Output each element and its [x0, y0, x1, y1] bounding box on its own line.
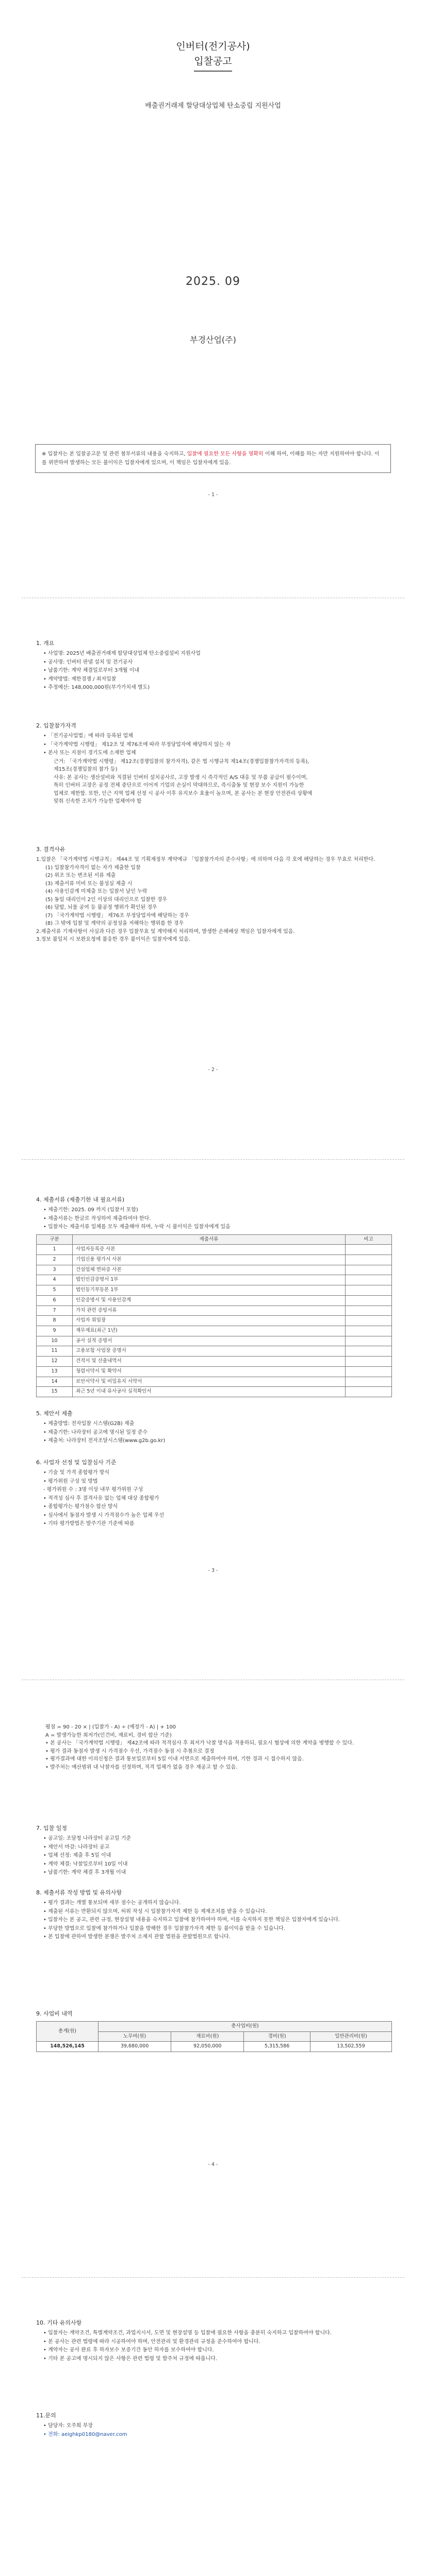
- list-item: • 계약 체결: 낙찰일로부터 10일 이내: [43, 1861, 128, 1867]
- table-header: 재료비(원): [171, 2031, 244, 2042]
- table-cell: [346, 1377, 392, 1387]
- table-row: [37, 2042, 392, 2052]
- section-evaluation: [36, 1458, 392, 1529]
- section-heading: 1. 개요: [36, 640, 55, 647]
- table-row: [37, 1306, 392, 1316]
- table-cell: 92,050,000: [171, 2042, 244, 2052]
- section-budget: [36, 2009, 392, 2052]
- paragraph: • 본 공사는 「국가계약법 시행령」 제42조에 따라 적격심사 후 최저가 낙찰 방식을 적용하되, 필요시 협상에 의한 계약을 병행할 수 있다.: [45, 1740, 354, 1746]
- list-item: • 제출처: 나라장터 전자조달시스템(www.g2b.go.kr): [43, 1438, 166, 1444]
- section-heading: 11.문의: [36, 2412, 56, 2419]
- table-cell: 인감증명서 및 사용인감계: [73, 1295, 346, 1306]
- list-item: • 납품기한: 계약 체결 후 3개월 이내: [43, 1870, 126, 1876]
- list-item: • 납품기한: 계약 체결일로부터 3개월 이내: [43, 668, 140, 674]
- paragraph: 3.정보 불일치 시 보완요청에 불응한 경우 불이익은 입찰자에게 있음.: [36, 937, 190, 943]
- list-item: • 제출서류는 한글로 작성하여 제출하여야 한다.: [43, 1215, 151, 1222]
- list-item: (4) 사용인감계 미제출 또는 입찰서 날인 누락: [45, 889, 148, 895]
- table-row: [37, 1366, 392, 1377]
- section-precautions: [36, 1888, 392, 1942]
- table-cell: 14: [37, 1377, 73, 1387]
- list-item: • 제출기한: 나라장터 공고에 명시된 일정 준수: [43, 1429, 148, 1435]
- list-item: • 「국가계약법 시행령」 제12조 및 제76조에 따라 부정당업자에 해당하지 않는 자: [43, 741, 231, 748]
- section-heading: 10. 기타 유의사항: [36, 2319, 82, 2326]
- list-item: • 제출기한: 2025. 09 까지 (입찰서 포함): [43, 1207, 138, 1213]
- table-header: 제출서류: [73, 1234, 346, 1245]
- table-cell: [346, 1285, 392, 1296]
- section-other-notes: [36, 2318, 392, 2363]
- note-line: 제15조(경쟁입찰의 참가 등): [54, 767, 118, 773]
- table-header: 비고: [346, 1234, 392, 1245]
- list-item: • 사업명: 2025년 배출권거래제 할당대상업체 탄소중립설비 지원사업: [43, 651, 201, 657]
- page-number-2: - 2 -: [208, 1067, 218, 1073]
- title-line-2: 입찰공고: [194, 54, 232, 71]
- table-cell: 기업신용 평가서 사본: [73, 1255, 346, 1265]
- paragraph: A = 발생가능한 최저가(인건비, 재료비, 경비 합산 기준): [45, 1732, 172, 1738]
- table-row: [37, 1295, 392, 1306]
- page-divider: [22, 1159, 404, 1160]
- organization-name: 부경산업(주): [190, 335, 236, 345]
- paragraph: 2.제출서류 기재사항이 사실과 다른 경우 입찰무효 및 계약해지 처리하며, 발생한 손해배상 책임은 입찰자에게 있음.: [36, 928, 295, 935]
- table-row: [37, 1326, 392, 1336]
- table-cell: [346, 1265, 392, 1275]
- table-row: [37, 1336, 392, 1346]
- table-cell: [346, 1255, 392, 1265]
- table-cell: [346, 1245, 392, 1255]
- budget-table: [36, 2021, 392, 2052]
- table-cell: 4: [37, 1275, 73, 1285]
- list-item: • 심사에서 동점자 발생 시 가격점수가 높은 업체 우선: [43, 1512, 165, 1518]
- contact-email[interactable]: • 전화: aeighkp0180@naver.com: [43, 2431, 127, 2437]
- list-item: • 제출방법: 전자입찰 시스템(G2B) 제출: [43, 1421, 135, 1427]
- notice-emphasis: 입찰에 필요한 모든 사항을 명확히: [187, 451, 264, 457]
- table-header: 노무비(원): [99, 2031, 171, 2042]
- table-cell: 39,680,000: [99, 2042, 171, 2052]
- table-cell: [346, 1336, 392, 1346]
- table-row: [37, 1387, 392, 1397]
- notice-prefix: ※ 입찰자는 본 입찰공고문 및 관련 첨부서류의 내용을 숙지하고,: [42, 451, 187, 457]
- section-heading: 7. 입찰 일정: [36, 1825, 67, 1832]
- table-cell: 보안서약서 및 비밀유지 서약서: [73, 1377, 346, 1387]
- table-cell: 5,315,586: [244, 2042, 310, 2052]
- section-overview: [36, 639, 392, 692]
- table-cell: [346, 1306, 392, 1316]
- document-title: [170, 39, 256, 72]
- table-cell: 148,526,145: [37, 2042, 99, 2052]
- table-row: [37, 1285, 392, 1296]
- list-item: • 평가 결과는 개별 통보되며 세부 점수는 공개하지 않습니다.: [43, 1900, 181, 1906]
- table-cell: 청렴서약서 및 확약서: [73, 1366, 346, 1377]
- table-cell: 법인인감증명서 1부: [73, 1275, 346, 1285]
- list-item: • 계약자는 공사 완료 후 하자보수 보증기간 동안 하자를 보수하여야 합니다.: [43, 2347, 214, 2353]
- list-item: • 본 공사는 관련 법령에 따라 시공하여야 하며, 안전관리 및 환경관리 규정을 준수하여야 합니다.: [43, 2338, 260, 2345]
- list-item: (7) 「국가계약법 시행령」 제76조 부정당업자에 해당하는 경우: [45, 912, 189, 919]
- table-cell: [346, 1326, 392, 1336]
- section-documents: [36, 1195, 392, 1397]
- table-cell: 가치 관련 증빙서류: [73, 1306, 346, 1316]
- list-item: (2) 위조 또는 변조된 서류 제출: [45, 873, 116, 879]
- table-cell: 최근 5년 이내 유사공사 실적확인서: [73, 1387, 346, 1397]
- section-submission: [36, 1409, 392, 1446]
- list-item: • 기타 평가방법은 발주기관 기준에 따름: [43, 1521, 135, 1527]
- section-contact: [36, 2411, 392, 2439]
- table-cell: 12: [37, 1357, 73, 1367]
- paragraph: • 평가 결과 동점자 발생 시 가격점수 우선, 가격점수 동점 시 추첨으로 결정: [45, 1748, 215, 1754]
- table-row: [37, 1357, 392, 1367]
- paragraph: • 평가결과에 대한 이의신청은 결과 통보일로부터 5일 이내 서면으로 제출하여야 하며, 기한 경과 시 접수하지 않음.: [45, 1756, 304, 1762]
- page-number-1: - 1 -: [208, 492, 218, 498]
- paragraph: • 발주처는 예산범위 내 낙찰자를 선정하며, 적격 업체가 없을 경우 재공고 할 수 있음.: [45, 1764, 238, 1770]
- table-cell: 8: [37, 1316, 73, 1326]
- table-header-group: 총사업비(원): [99, 2022, 392, 2032]
- list-item: • 제안서 마감: 나라장터 공고: [43, 1844, 110, 1850]
- table-cell: 사업자등록증 사본: [73, 1245, 346, 1255]
- table-cell: 2: [37, 1255, 73, 1265]
- table-cell: 공사 실적 증명서: [73, 1336, 346, 1346]
- cover-date: 2025. 09: [186, 275, 240, 288]
- list-item: (3) 제출서류 미비 또는 불성실 제출 시: [45, 880, 133, 887]
- table-cell: 9: [37, 1326, 73, 1336]
- section-heading: 9. 사업비 내역: [36, 2010, 73, 2017]
- table-header: 총계(원): [37, 2022, 99, 2042]
- project-subtitle: 배출권거래제 할당대상업체 탄소중립 지원사업: [145, 102, 281, 110]
- section-heading: 4. 제출서류 (제출기한 내 필요서류): [36, 1196, 125, 1203]
- eligibility-note: [36, 758, 392, 806]
- table-cell: 6: [37, 1295, 73, 1306]
- section-heading: 8. 제출서류 작성 방법 및 유의사항: [36, 1889, 122, 1896]
- list-item: • 공고일: 조달청 나라장터 공고일 기준: [43, 1836, 132, 1842]
- documents-table-body: [37, 1245, 392, 1397]
- title-line-1: 인버터(전기공사): [176, 41, 250, 52]
- table-cell: [346, 1346, 392, 1357]
- list-item: • 본 입찰에 관하여 발생한 분쟁은 발주처 소재지 관할 법원을 관할법원으로 합니다.: [43, 1934, 231, 1940]
- list-item: • 입찰자는 본 공고, 관련 규정, 현장설명 내용을 숙지하고 입찰에 참가하여야 하며, 이를 숙지하지 못한 책임은 입찰자에게 있습니다.: [43, 1917, 340, 1923]
- list-item: • 계약방법: 제한경쟁 / 최저입찰: [43, 676, 117, 682]
- section-heading: 2. 입찰참가자격: [36, 722, 76, 729]
- table-cell: [346, 1366, 392, 1377]
- list-item: • 기타 본 공고에 명시되지 않은 사항은 관련 법령 및 발주처 규정에 따릅니다.: [43, 2355, 218, 2362]
- page-number-3: - 3 -: [208, 1568, 218, 1573]
- list-item: • 공사명: 인버터 판넬 설치 및 전기공사: [43, 659, 133, 665]
- list-item: • 추정예산: 148,000,000원(부가가치세 별도): [43, 685, 150, 691]
- table-cell: 13,502,559: [310, 2042, 391, 2052]
- section-heading: 3. 결격사유: [36, 846, 65, 853]
- list-item: • 기술 및 가격 종합평가 방식: [43, 1470, 110, 1476]
- notice-rest: 이해 하여, 이해를 하는 자만 지원하여야 합니다. 이를 위반하여 발생하는 모든 불이익은 입찰자에게 있으며, 이 책임은 입찰자에게 있음.: [42, 451, 380, 466]
- list-item: • 평가위원 구성 및 방법: [43, 1478, 98, 1484]
- note-line: 근거: 「국가계약법 시행령」 제12조(경쟁입찰의 참가자격), 같은 법 시행규칙 제14조(경쟁입찰참가자격의 등록),: [54, 758, 309, 765]
- table-header: 구분: [37, 1234, 73, 1245]
- section-heading: 5. 제안서 제출: [36, 1410, 73, 1417]
- page-divider: [22, 2277, 404, 2278]
- table-cell: 7: [37, 1306, 73, 1316]
- table-row: [37, 1265, 392, 1275]
- note-line: 업체로 제한함. 또한, 인근 지역 업체 선정 시 공사 이후 유지보수 효율이 높으며, 본 공사는 본 현장 안전관리 상황에: [54, 790, 313, 796]
- table-cell: [346, 1295, 392, 1306]
- section-disqualification: [36, 845, 392, 944]
- list-item: • 적격성 심사 후 결격사유 없는 업체 대상 종합평가: [43, 1495, 159, 1501]
- list-item: • 업체 선정: 제출 후 5일 이내: [43, 1853, 111, 1859]
- table-header: 경비(원): [244, 2031, 310, 2042]
- list-item: - 평가위원 수 : 3명 이상 내부 평가위원 구성: [43, 1487, 143, 1493]
- section-heading: 6. 사업자 선정 및 입찰심사 기준: [36, 1459, 117, 1466]
- section-schedule: [36, 1824, 392, 1877]
- list-item: • 본사 또는 지점이 경기도에 소재한 업체: [43, 750, 136, 756]
- notice-box: [35, 444, 391, 473]
- table-cell: 10: [37, 1336, 73, 1346]
- contact-person: • 담당자: 오주희 부장: [43, 2423, 93, 2429]
- table-cell: [346, 1387, 392, 1397]
- documents-table: [36, 1234, 392, 1398]
- table-cell: 법인등기부등본 1부: [73, 1285, 346, 1296]
- table-row: [37, 1255, 392, 1265]
- list-item: • 「전기공사업법」에 따라 등록된 업체: [43, 733, 133, 739]
- list-item: • 입찰자는 계약조건, 특별계약조건, 과업지시서, 도면 및 현장설명 등 입찰에 필요한 사항을 충분히 숙지하고 입찰하여야 합니다.: [43, 2330, 332, 2336]
- list-item: • 종합평가는 평가점수 합산 방식: [43, 1504, 118, 1510]
- scoring-formula: 평점 = 90 - 20 × | (입찰가 - A) ÷ (예정가 - A) | + 100: [45, 1724, 176, 1730]
- table-cell: 5: [37, 1285, 73, 1296]
- paragraph: 1.입찰은 「국가계약법 시행규칙」 제44조 및 기획재정부 계약예규 「입찰참가자의 준수사항」에 의하며 다음 각 호에 해당하는 경우 무효로 처리한다.: [36, 857, 375, 863]
- table-row: [37, 1245, 392, 1255]
- table-row: [37, 1275, 392, 1285]
- list-item: (1) 입찰참가자격이 없는 자가 제출한 입찰: [45, 865, 141, 871]
- section-scoring: [36, 1723, 392, 1771]
- table-header: 일반관리비(원): [310, 2031, 391, 2042]
- table-row: [37, 1316, 392, 1326]
- table-cell: 재무제표(최근 1년): [73, 1326, 346, 1336]
- table-cell: 3: [37, 1265, 73, 1275]
- table-cell: [346, 1316, 392, 1326]
- list-item: (8) 그 밖에 입찰 및 계약의 공정성을 저해하는 행위를 한 경우: [45, 921, 184, 927]
- table-cell: 사업자 위임장: [73, 1316, 346, 1326]
- table-cell: 11: [37, 1346, 73, 1357]
- table-cell: 13: [37, 1366, 73, 1377]
- cover-page: [0, 0, 426, 608]
- table-cell: 견적서 및 산출내역서: [73, 1357, 346, 1367]
- list-item: • 입찰자는 제출서류 일체를 모두 제출해야 하며, 누락 시 불이익은 입찰자에게 있음: [43, 1224, 231, 1230]
- table-cell: 1: [37, 1245, 73, 1255]
- note-line: 사유: 본 공사는 생산설비와 직결된 인버터 설치공사로, 고장 발생 시 즉각적인 A/S 대응 및 부품 공급이 필수이며,: [54, 774, 308, 781]
- list-item: • 부당한 방법으로 입찰에 참가하거나 입찰을 방해한 경우 입찰참가자격 제한 등 불이익을 받을 수 있습니다.: [43, 1925, 285, 1931]
- table-cell: [346, 1275, 392, 1285]
- list-item: (5) 동일 대리인이 2인 이상의 대리인으로 입찰한 경우: [45, 896, 167, 903]
- section-eligibility: [36, 721, 392, 806]
- table-row: [37, 1346, 392, 1357]
- table-cell: 15: [37, 1387, 73, 1397]
- table-row: [37, 1377, 392, 1387]
- note-line: 맞춰 신속한 조치가 가능한 업체여야 함: [54, 799, 142, 805]
- table-cell: 건설업체 면허증 사본: [73, 1265, 346, 1275]
- table-cell: 고용보험 사업장 증명서: [73, 1346, 346, 1357]
- table-cell: [346, 1357, 392, 1367]
- list-item: • 제출된 서류는 반환되지 않으며, 허위 작성 시 입찰참가자격 제한 등 제재조치를 받을 수 있습니다.: [43, 1908, 267, 1914]
- note-line: 특히 인버터 고장은 공정 전체 중단으로 이어져 기업의 손실이 막대하므로, 즉시출동 및 현장 보수 지원이 가능한: [54, 783, 304, 789]
- page-number-4: - 4 -: [208, 2162, 218, 2167]
- list-item: (6) 담합, 뇌물 공여 등 불공정 행위가 확인된 경우: [45, 905, 157, 911]
